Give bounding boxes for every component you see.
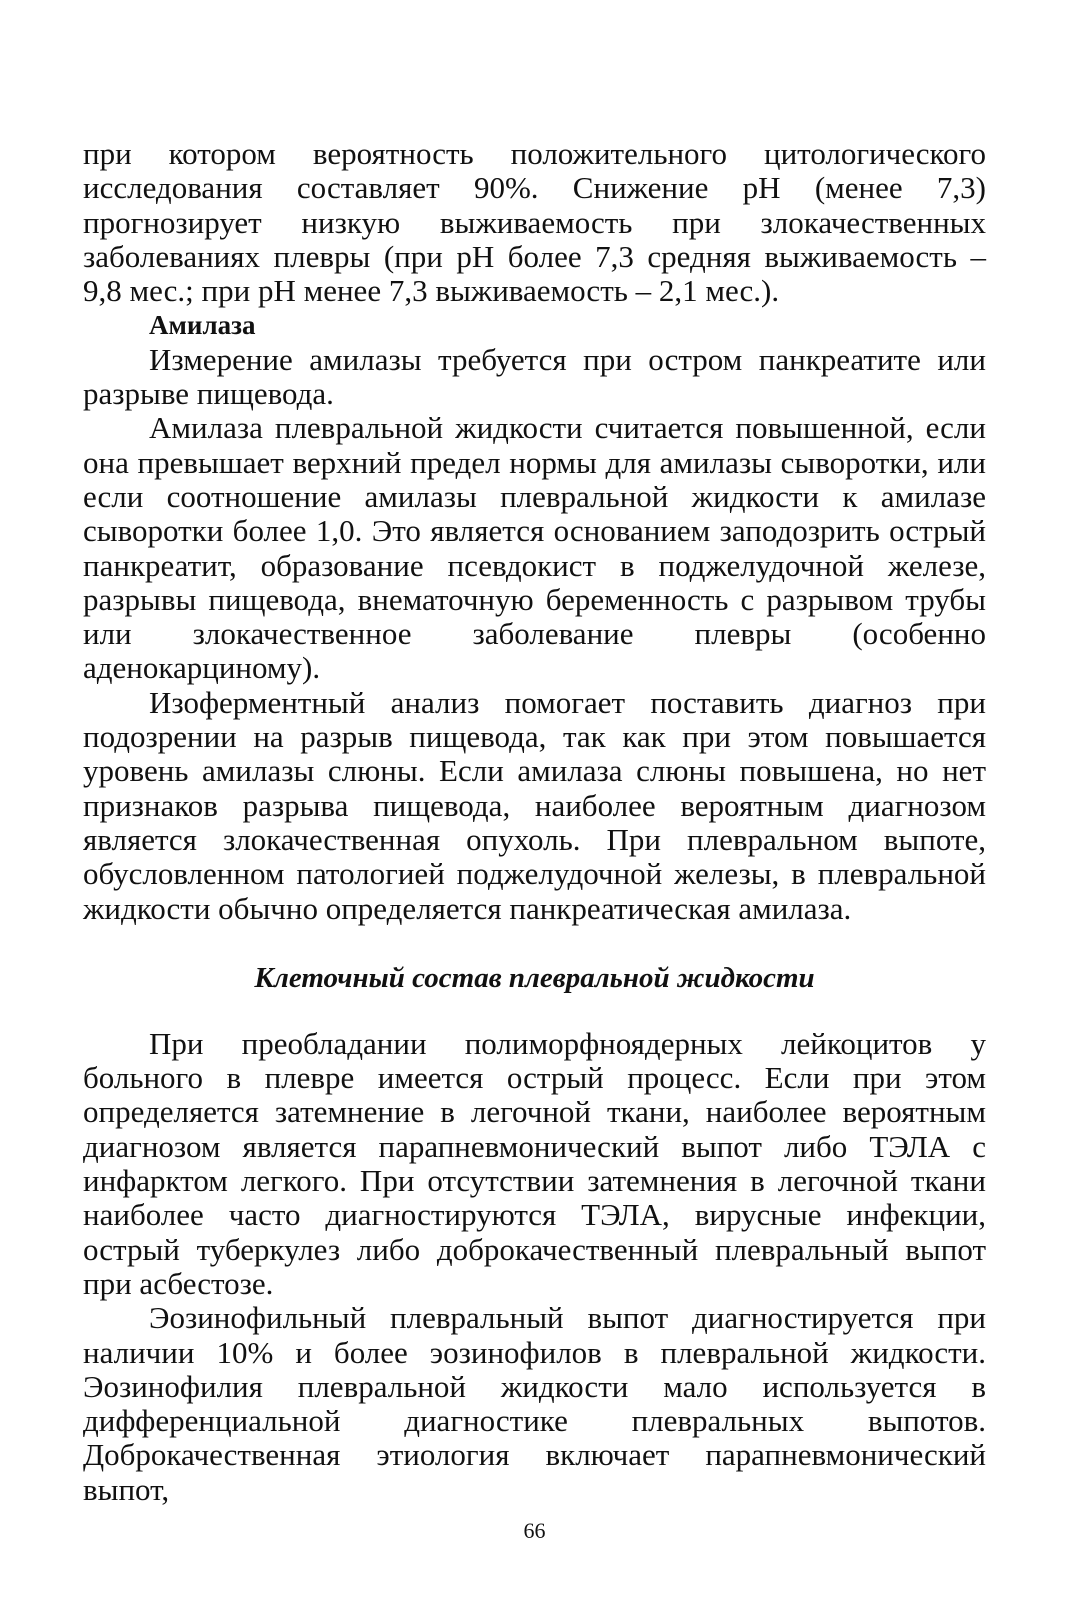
amylase-paragraph-3: Изоферментный анализ помогает поставить диагноз при подозрении на разрыв пищевода, так как при этом повышается уровень амилазы слюны. Если амилаза слюны повышена, но нет признаков разрыва пищевода, наиболее вероятным диагнозом является злокачественная опухоль. При плевральном выпоте, обусловленном патологией поджелудочной железы, в плевральной жидкости обычно определяется панкреатическая амилаза. <box>83 684 986 926</box>
page-body <box>83 137 986 1507</box>
cell-paragraph-1: При преобладании полиморфноядерных лейкоцитов у больного в плевре имеется острый процесс. Если при этом определяется затемнение в легочной ткани, наиболее вероятным диагнозом является парапневмонический выпот либо ТЭЛА с инфарктом легкого. При отсутствии затемнения в легочной ткани наиболее часто диагностируются ТЭЛА, вирусные инфекции, острый туберкулез либо доброкачественный плевральный выпот при асбестозе. <box>83 1025 986 1301</box>
page-number: 66 <box>523 1518 546 1543</box>
amylase-heading: Амилаза <box>149 310 256 341</box>
amylase-paragraph-1: Измерение амилазы требуется при остром панкреатите или разрыве пищевода. <box>83 341 986 412</box>
amylase-paragraph-2: Амилаза плевральной жидкости считается повышенной, если она превышает верхний предел нормы для амилазы сыворотки, или если соотношение амилазы плевральной жидкости к амилазе сыворотки более 1,0. Это является основанием заподозрить острый панкреатит, образование псевдокист в поджелудочной железе, разрывы пищевода, внематочную беременность с разрывом трубы или злокачественное заболевание плевры (особенно аденокарциному). <box>83 410 986 686</box>
paragraph-continuation: при котором вероятность положительного цитологического исследования составляет 90%. Снижение рН (менее 7,3) прогнозирует низкую выживаемость при злокачественных заболеваниях плевры (при рН более 7,3 средняя выживаемость – 9,8 мес.; при рН менее 7,3 выживаемость – 2,1 мес.). <box>83 136 986 309</box>
cell-paragraph-2: Эозинофильный плевральный выпот диагностируется при наличии 10% и более эозинофилов в плевральной жидкости. Эозинофилия плевральной жидкости мало используется в дифференциальной диагностике плевральных выпотов. Доброкачественная этиология включает парапневмонический выпот, <box>83 1300 986 1507</box>
cell-section-heading: Клеточный состав плевральной жидкости <box>254 961 815 994</box>
